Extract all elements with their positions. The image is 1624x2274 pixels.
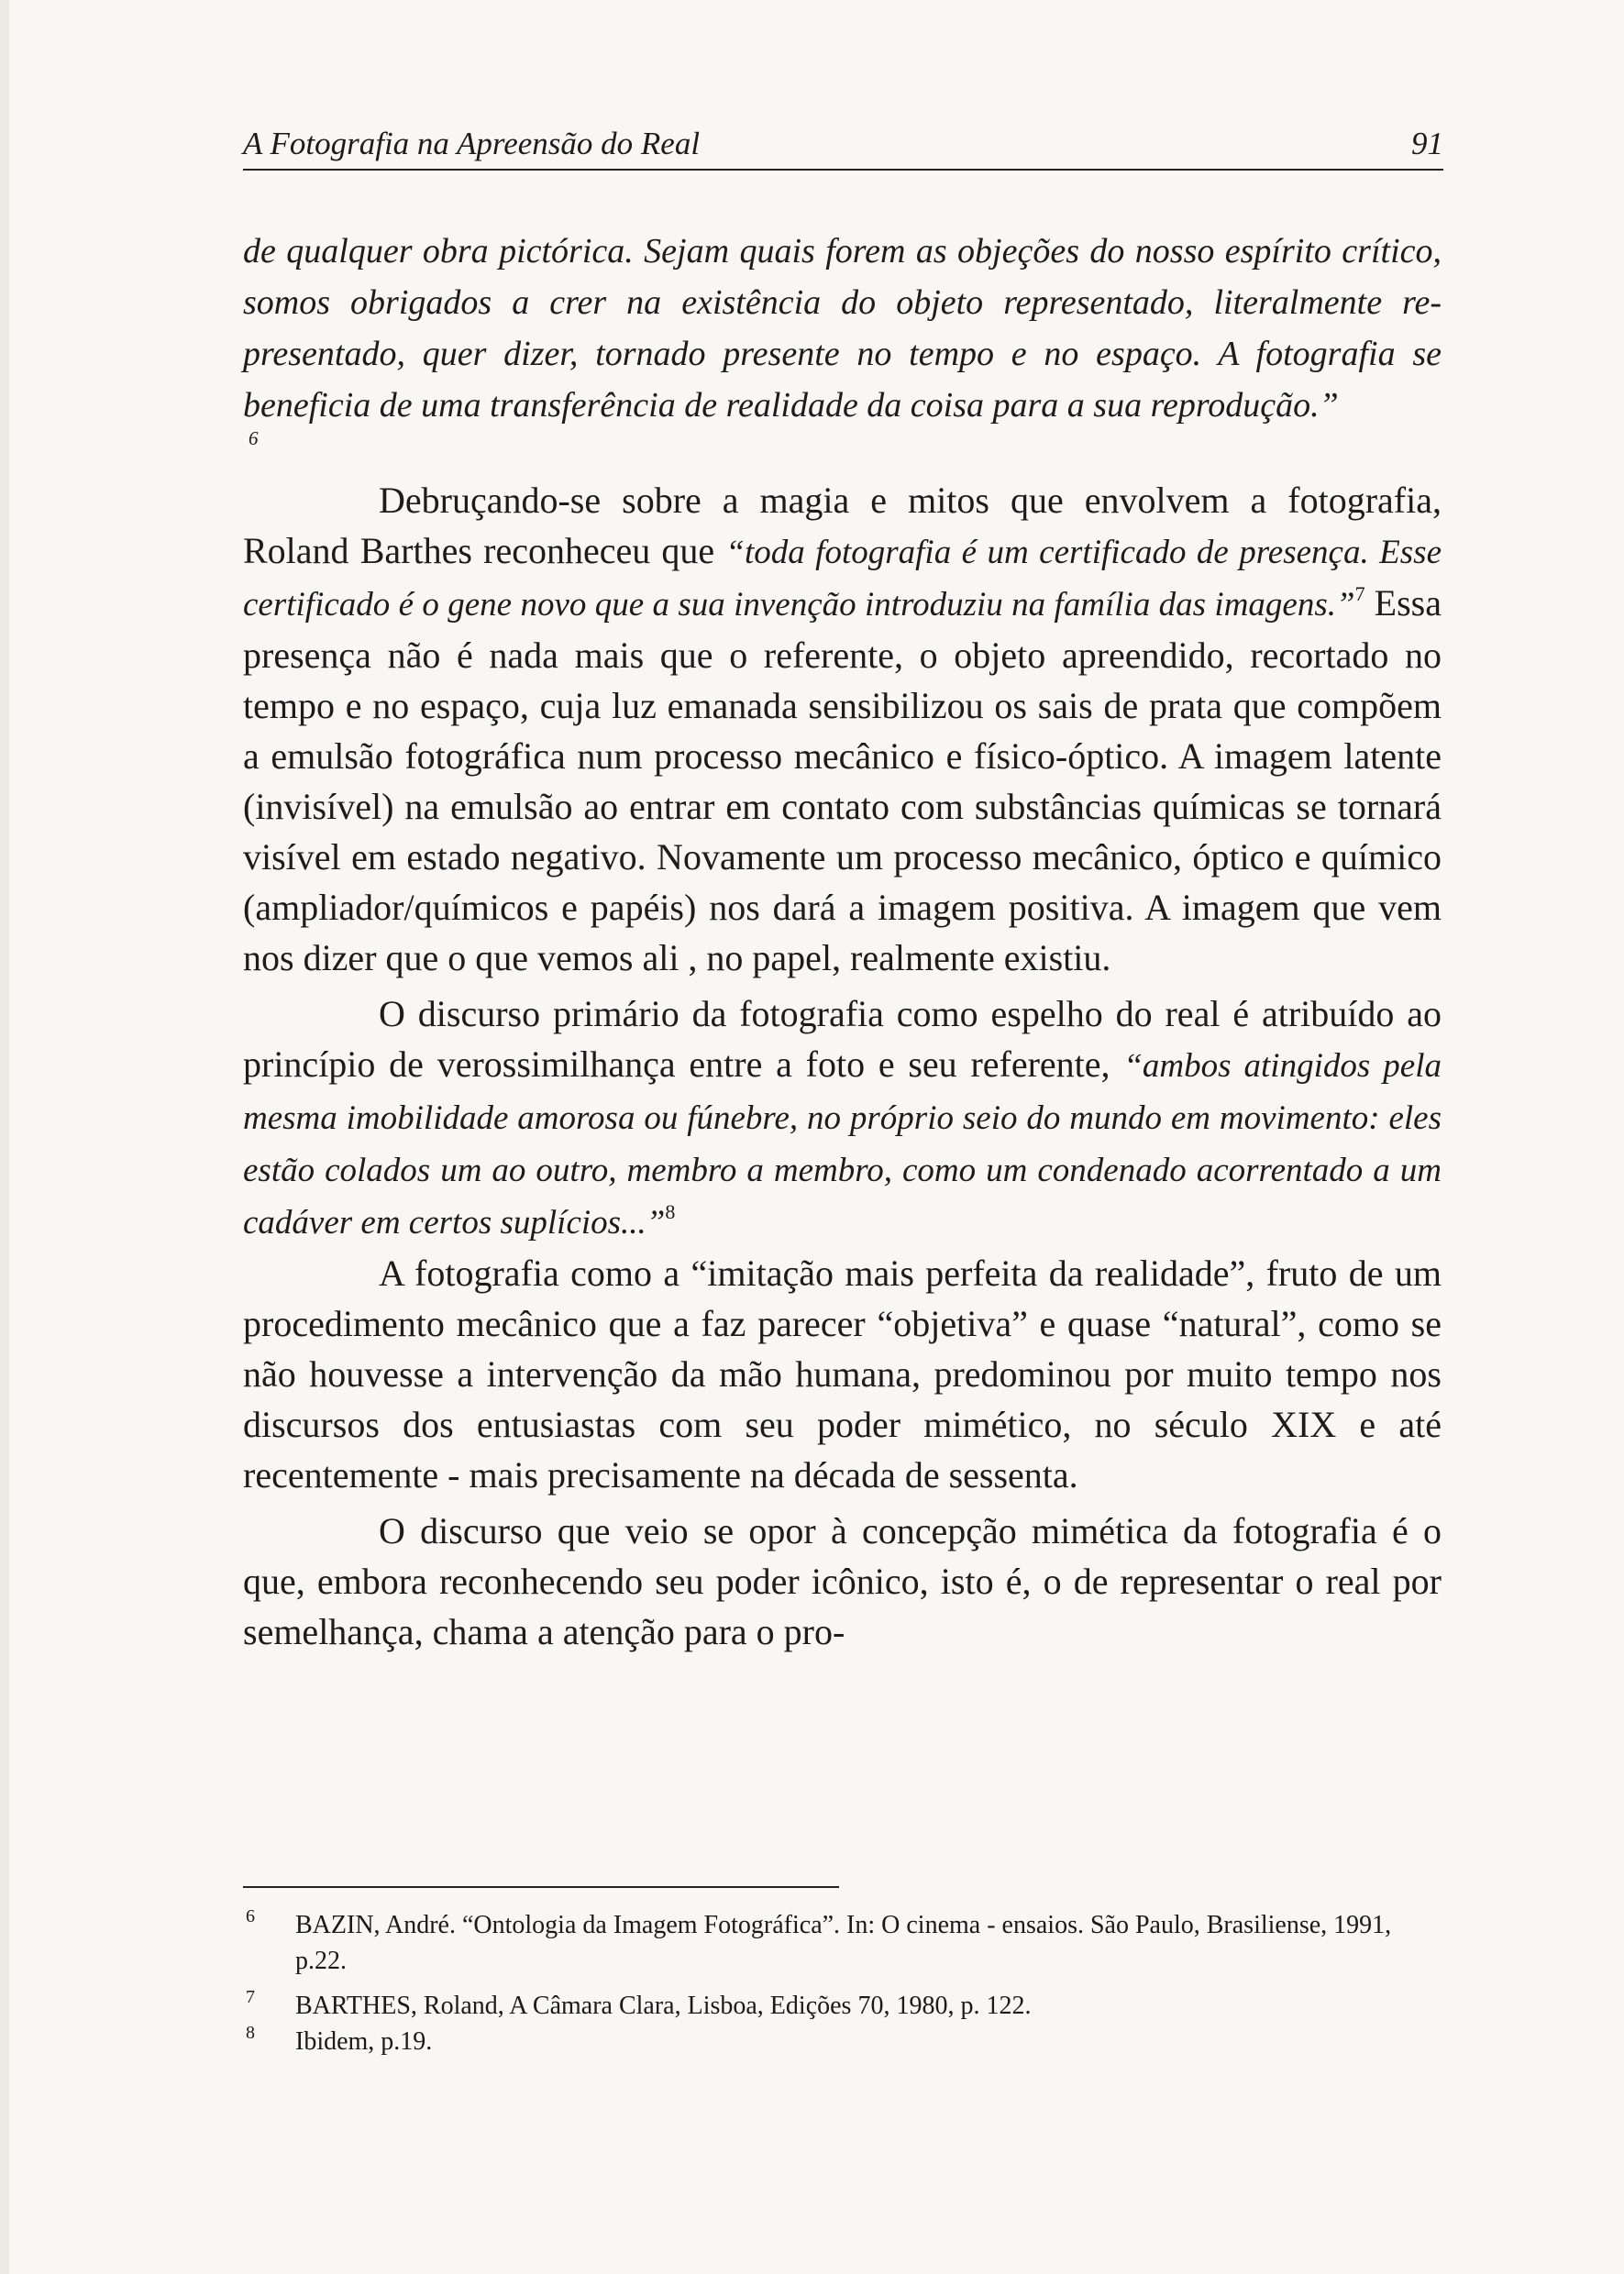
paragraph-rest: Essa presença não é nada mais que o referente, o objeto apreendido, recortado no tempo e no espaço, cuja luz emanada sensibilizou os sais de prata que compõem a emulsão fotográfica num processo mecânico e físico-óptico. A imagem latente (invisível) na emulsão ao entrar em contato com substâncias químicas se tornará visível em estado negativo. Novamente um processo mecânico, óptico e químico (ampliador/químicos e papéis) nos dará a imagem positiva. A imagem que vem nos dizer que o que vemos ali , no papel, realmente existiu. <box>243 582 1442 978</box>
paragraph-imitacao: A fotografia como a “imitação mais perfeita da realidade”, fruto de um procedimento mecânico que a faz parecer “objetiva” e quase “natural”, como se não houvesse a intervenção da mão humana, predominou por muito tempo nos discursos dos entusiastas com seu poder mimético, no século XIX e até recentemente - mais precisamente na década de sessenta. <box>243 1253 1442 1496</box>
barthes-quote: “toda fotografia é um certificado de presença. Esse certificado é o gene novo que a sua invenção introduziu na família das imagens.” <box>243 534 1442 624</box>
footnote-number: 6 <box>246 1906 255 1926</box>
quote-text: de qualquer obra pictórica. Sejam quais forem as objeções do nosso espírito crítico, somos obrigados a crer na existência do objeto representado, literalmente re-presentado, quer dizer, tornado presente no tempo e no espaço. A fotografia se beneficia de uma transferência de realidade da coisa para a sua reprodução.” <box>243 232 1442 425</box>
running-title: A Fotografia na Apreensão do Real <box>243 126 701 161</box>
paragraph-lead: Debruçando-se sobre a magia e mitos que envolvem a fotografia, Roland Barthes reconheceu que <box>243 480 1442 571</box>
footnote-7 <box>243 1988 1442 2024</box>
barthes-quote-2: “ambos atingidos pela mesma imobilidade amorosa ou fúnebre, no próprio seio do mundo em movimento: eles estão colados um ao outro, membro a membro, como um condenado acorrentado a um cadáver em certos suplícios...” <box>243 1047 1442 1242</box>
footnotes <box>243 1907 1442 2059</box>
footnote-ref: 8 <box>665 1200 676 1223</box>
footnote-number: 8 <box>246 2023 255 2043</box>
footnote-text: Ibidem, p.19. <box>295 2027 433 2056</box>
paragraph-barthes <box>243 475 1442 983</box>
page-edge <box>0 0 9 2274</box>
quote-continuation <box>243 226 1442 449</box>
footnote-number: 7 <box>246 1987 255 2007</box>
footnote-6 <box>243 1907 1442 1979</box>
footnote-rule <box>243 1886 839 1888</box>
running-header <box>243 121 1443 171</box>
footnote-mark: 6 <box>249 427 259 449</box>
footnote-text: BAZIN, André. “Ontologia da Imagem Fotográfica”. In: O cinema - ensaios. São Paulo, Brasiliense, 1991, p.22. <box>295 1911 1392 1975</box>
page-number: 91 <box>1411 126 1443 161</box>
footnote-ref: 7 <box>1354 582 1365 605</box>
footnote-8 <box>243 2024 1442 2059</box>
footnote-text: BARTHES, Roland, A Câmara Clara, Lisboa, Edições 70, 1980, p. 122. <box>295 1992 1032 2020</box>
body-text <box>243 226 1442 1657</box>
paragraph-discurso: O discurso que veio se opor à concepção mimética da fotografia é o que, embora reconhecendo seu poder icônico, isto é, o de representar o real por semelhança, chama a atenção para o pro- <box>243 1510 1442 1652</box>
paragraph-verossimilhanca <box>243 988 1442 1248</box>
paragraph-lead: O discurso primário da fotografia como espelho do real é atribuído ao princípio de verossimilhança entre a foto e seu referente, <box>243 993 1442 1085</box>
